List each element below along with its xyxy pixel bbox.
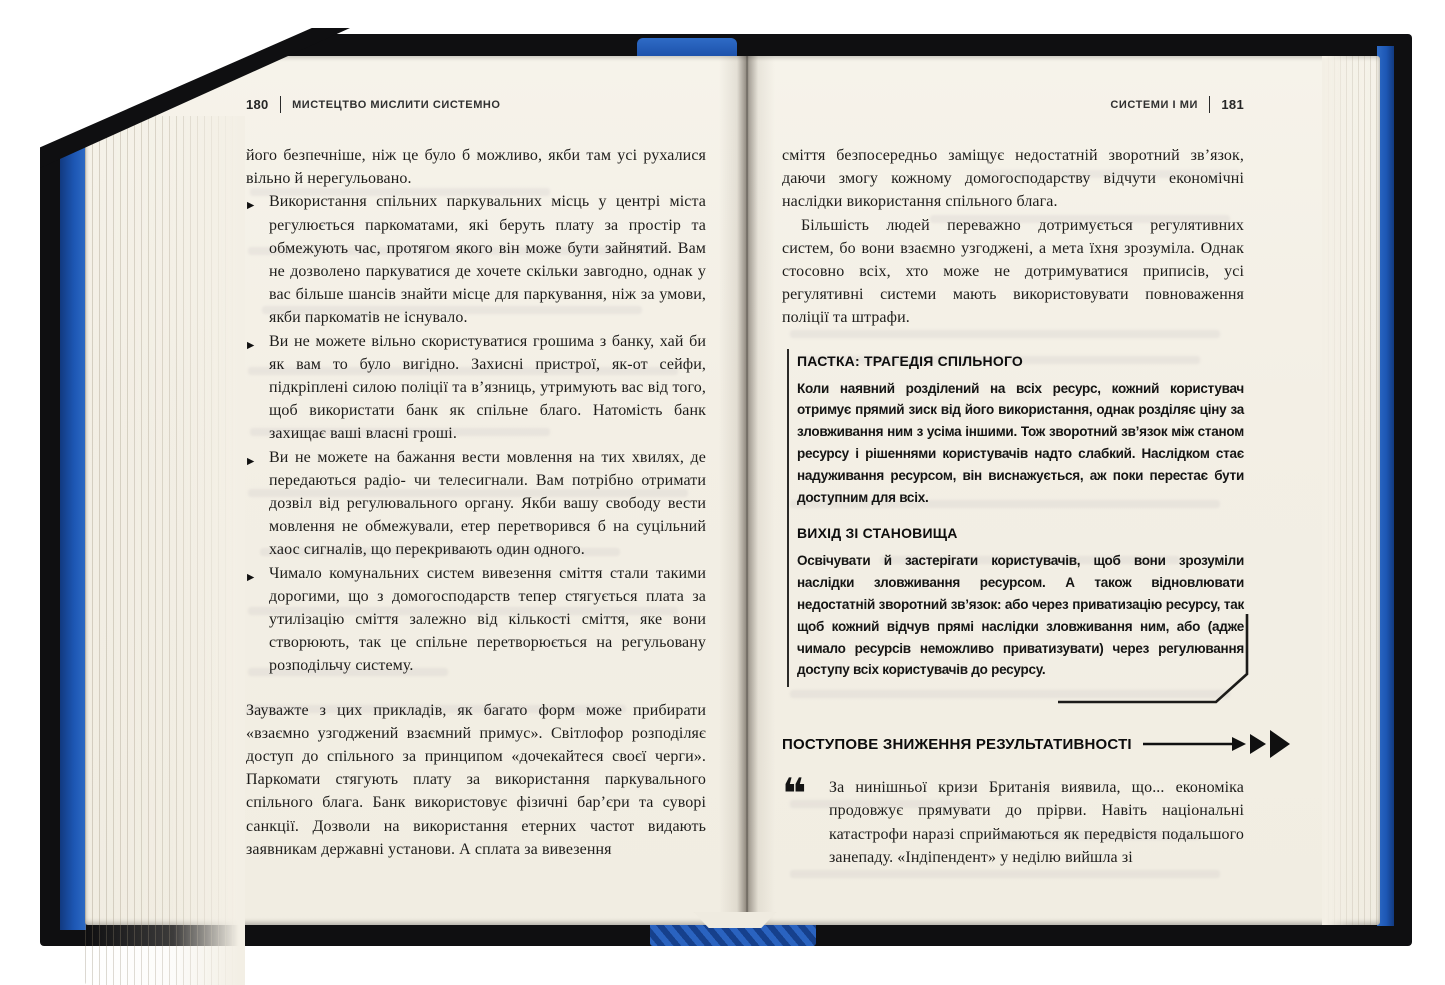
left-page-number: 180 [246, 97, 269, 112]
trap-box-title: ПАСТКА: ТРАГЕДІЯ СПІЛЬНОГО [797, 352, 1023, 369]
list-item-text: Використання спільних паркувальних місць у центрі міста регулюється паркоматами, які беруть плату за простір та обмежують час, протягом якого він може бути зайнятий. Вам не дозволено паркуватися де хочете скільки завгодно, однак у вас більше шансів знайти місце для паркування, ніж за умови, якби паркоматів не існувало. [269, 193, 706, 327]
paragraph-continuation: його безпечніше, ніж це було б можливо, якби там усі рухалися вільно й нерегульовано. [246, 147, 706, 188]
list-item [246, 562, 706, 678]
bullet-triangle-icon: ▶ [247, 200, 255, 212]
quote-block [782, 769, 1244, 869]
showthrough-line [790, 870, 1220, 878]
list-item [246, 446, 706, 562]
running-head-divider [280, 96, 282, 113]
running-head-divider [1209, 96, 1211, 113]
paragraph-continuation: сміття безпосередньо заміщує недостатній зворотний зв’язок, даючи змогу кожному домогосподарству відчути економічні наслідки використання спільного блага. [782, 147, 1244, 211]
right-running-head [1110, 96, 1244, 113]
cover-accent-left [60, 140, 86, 930]
way-out-box-title: ВИХІД ЗІ СТАНОВИЩА [797, 525, 958, 542]
page-edges-left [85, 116, 245, 985]
bullet-triangle-icon: ▶ [247, 339, 255, 351]
way-out-box-body: Освічувати й застерігати користувачів, щоб вони зрозуміли наслідки зловживання ресурсом. А також відновлювати недостатній зворотний зв’язок: або через приватизацію ресурсу, так щоб кожний відчув прямі наслідки зловживання ним, або (адже чимало ресурсів неможливо приватизувати) через регулювання доступу всіх користувачів до ресурсу. [797, 553, 1244, 678]
paragraph: Більшість людей переважно дотримується регулятивних систем, бо вони взаємно узгоджені, а мета їхня зрозуміла. Однак стосовно всіх, хто може не дотримуватися приписів, усі регулятивні системи мають використовувати повноваження поліції та штрафи. [782, 216, 1244, 327]
quote-icon: ❝ [782, 769, 801, 819]
progress-arrows-icon [1142, 729, 1292, 759]
page-edges-right [1322, 56, 1380, 925]
right-running-title: СИСТЕМИ І МИ [1110, 98, 1198, 111]
closing-paragraph: Зауважте з цих прикладів, як багато форм може прибирати «взаємно узгоджений взаємний примус». Світлофор розподіляє доступ до спільного за принципом «дочекайтеся своєї черги». Паркомати стягують плату за використання паркувального спільного блага. Банк використовує фізичні бар’єри та суворі санкції. Дозволи на використання етерних частот видають заявникам державні установи. А сплата за вивезення [246, 701, 706, 858]
way-out-box [797, 525, 1244, 681]
left-running-title: МИСТЕЦТВО МИСЛИТИ СИСТЕМНО [292, 98, 501, 111]
list-item [246, 330, 706, 446]
callout-corner-rule [1056, 612, 1252, 708]
right-page-body [782, 144, 1244, 869]
left-running-head [246, 96, 501, 113]
list-item-text: Ви не можете вільно скористуватися грошима з банку, хай би як вам то було вигідно. Захисні пристрої, як-от сейфи, підкріплені силою поліції та в’язниць, утримують вас від того, щоб використати банк як спільне благо. Натомість банк захищає ваші власні гроші. [269, 332, 706, 443]
list-item-text: Чимало комунальних систем вивезення сміття стали такими дорогими, що з домогосподарств тепер стягується плата за утилізацію сміття залежно від кількості сміття, яке вони створюють, так це спільне перетворюється на регульовану розподільчу систему. [269, 564, 706, 675]
quote-text: За нинішньої кризи Британія виявила, що... економіка продовжує прямувати до прірви. Навіть національні катастрофи наразі сприймаються як передвістя подальшого занепаду. «Індіпендент» у неділю вийшла зі [829, 779, 1244, 866]
section-heading: ПОСТУПОВЕ ЗНИЖЕННЯ РЕЗУЛЬТАТИВНОСТІ [782, 735, 1132, 753]
trap-box-body: Коли наявний розділений на всіх ресурс, кожний користувач отримує прямий зиск від його використання, однак розділяє ціну за зловживання ним з усіма іншими. Тож зворотний зв’язок між станом ресурсу і рішеннями користувачів надто слабкий. Наслідком стає надуживання ресурсом, він виснажується, аж поки перестає бути доступним для всіх. [797, 380, 1244, 505]
box-left-rule [787, 349, 789, 688]
bullet-triangle-icon: ▶ [247, 455, 255, 467]
list-item-text: Ви не можете на бажання вести мовлення на тих хвилях, де передаються радіо- чи телесигнали. Вам потрібно отримати дозвіл від регулювального органу. Якби вашу свободу вести мовлення не обмежували, етер перетворився б на суцільний хаос сигналів, що перекривають один одного. [269, 448, 706, 559]
bullet-triangle-icon: ▶ [247, 571, 255, 583]
sidebar-boxes [782, 349, 1244, 688]
list-item [246, 190, 706, 329]
trap-box [797, 353, 1244, 509]
section-heading-row [782, 729, 1244, 759]
spine-gutter [719, 56, 775, 925]
right-page-number: 181 [1221, 97, 1244, 112]
left-page-body [246, 144, 706, 861]
